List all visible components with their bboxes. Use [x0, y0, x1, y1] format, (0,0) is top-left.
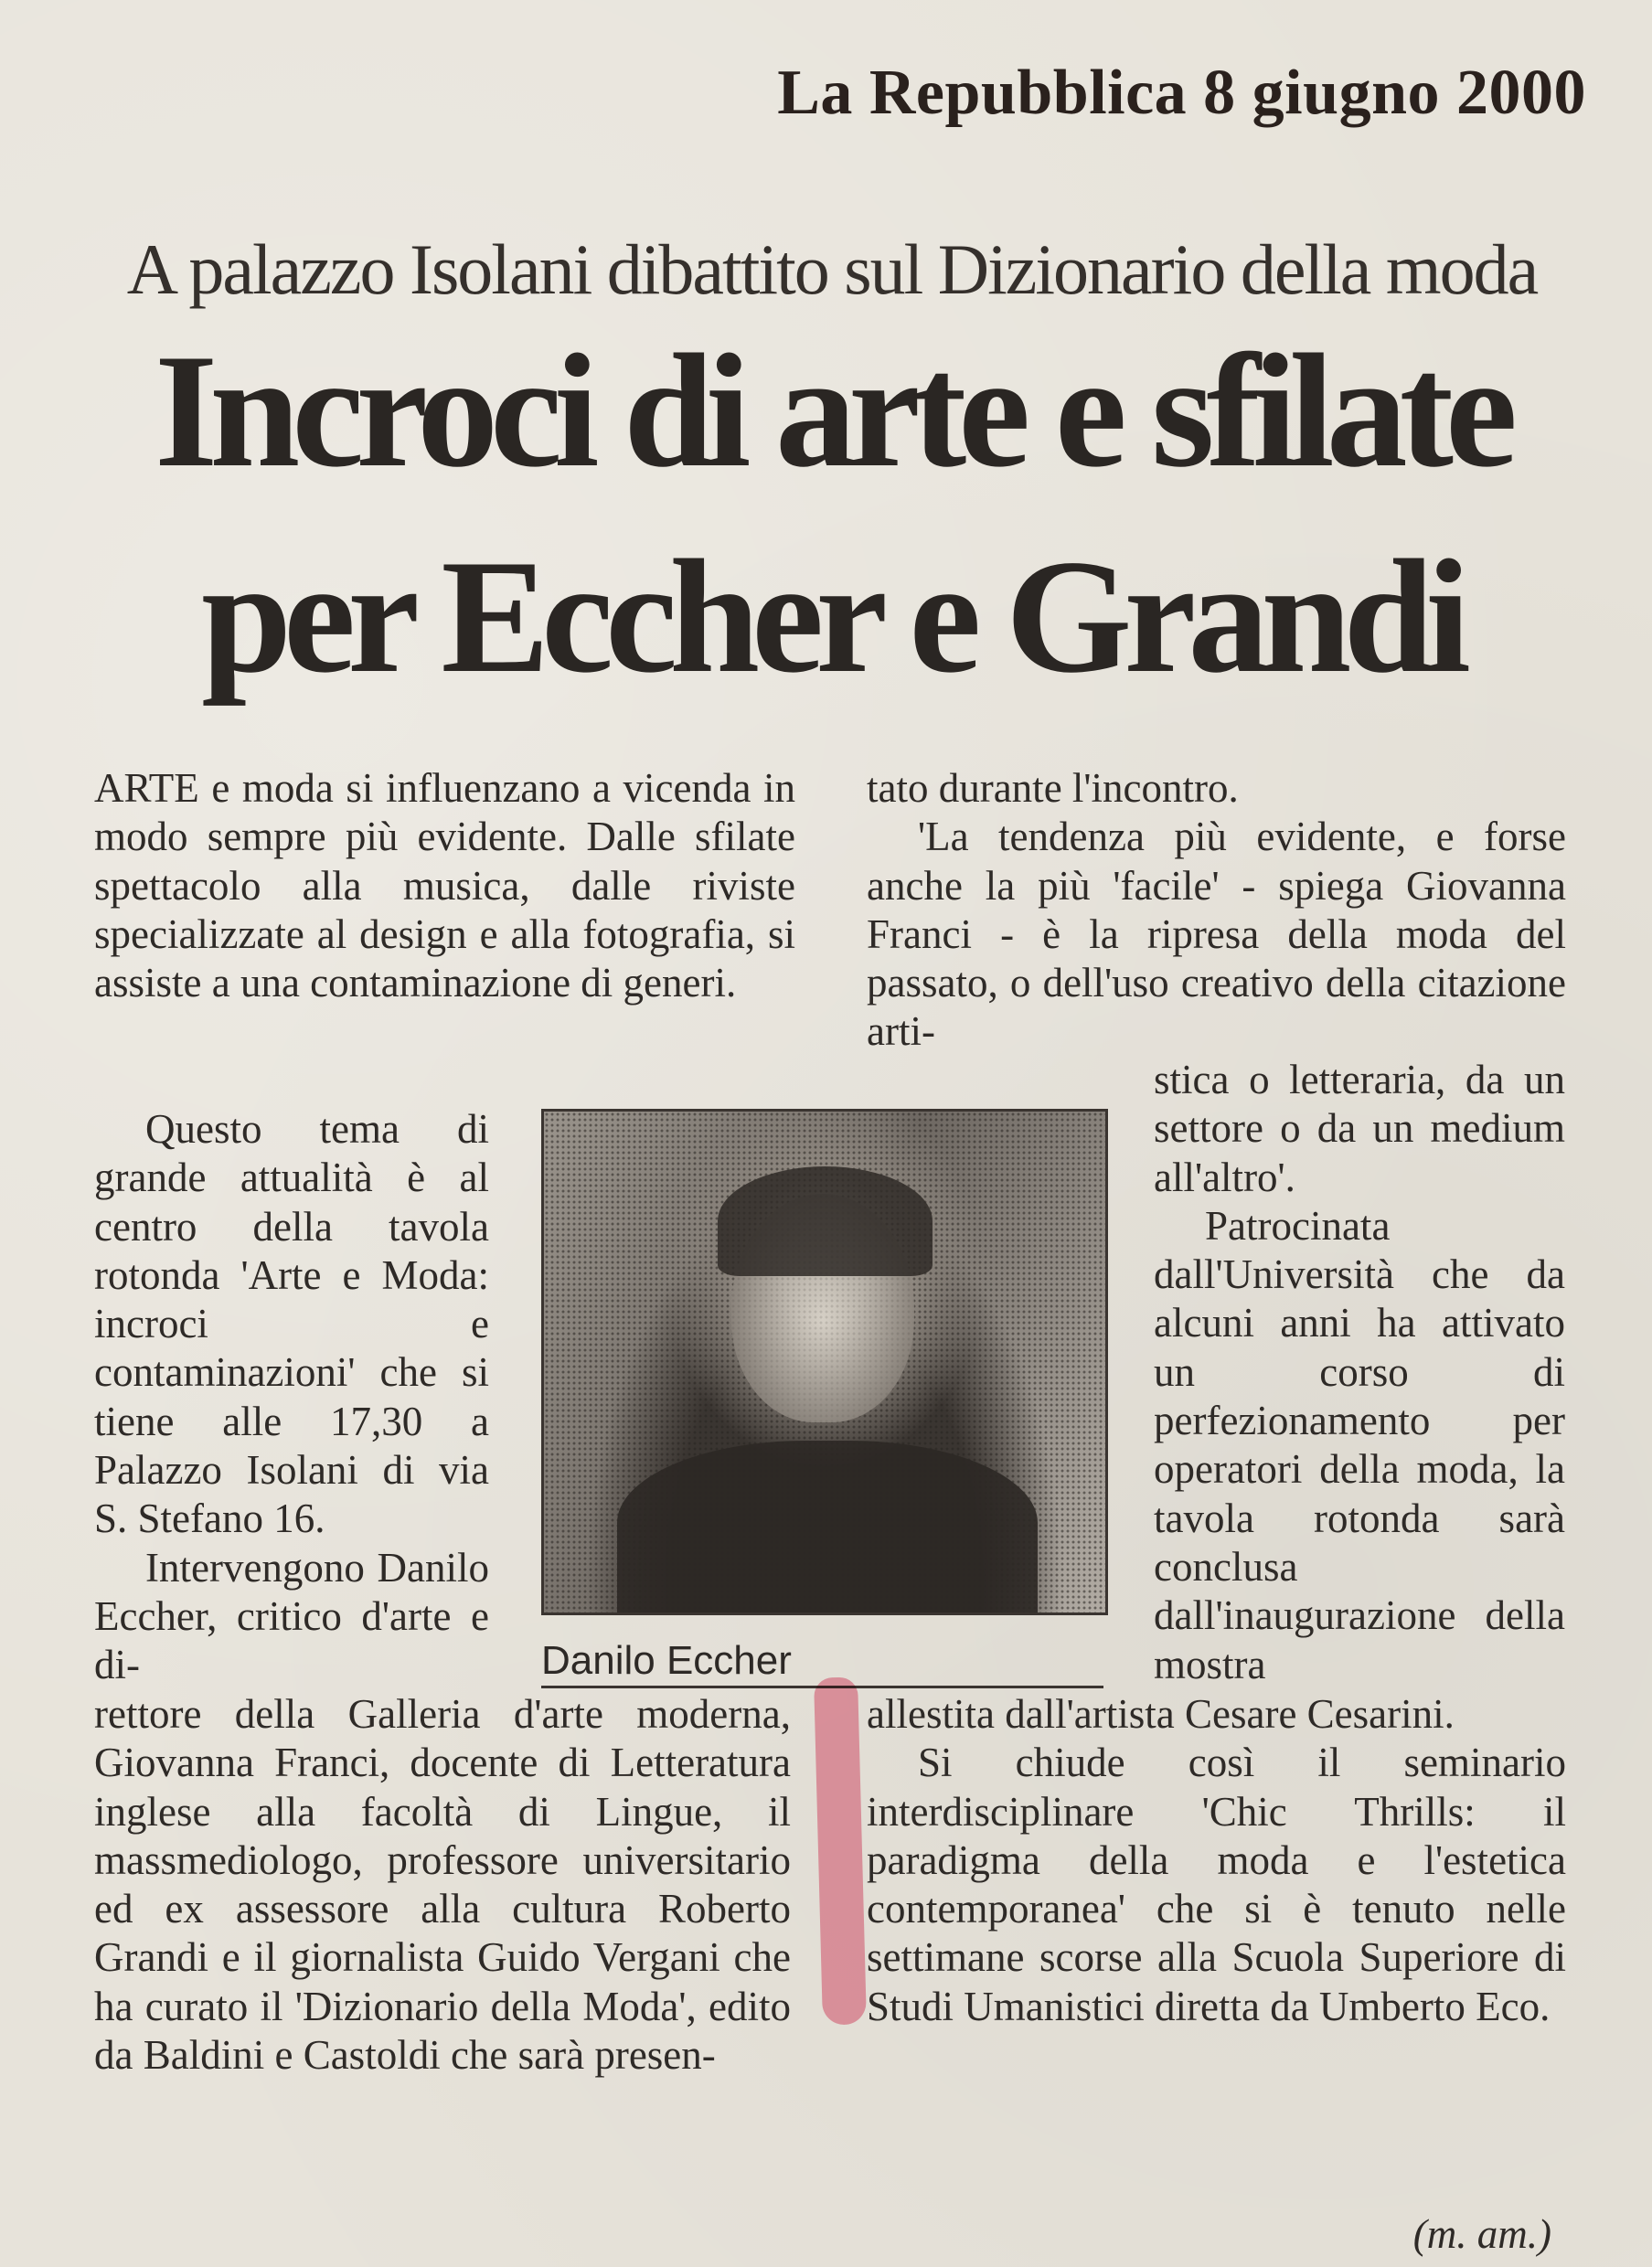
photo-caption: Danilo Eccher [541, 1638, 792, 1683]
article-paragraph: Intervengono Danilo Eccher, critico d'arte e di- [94, 1544, 489, 1688]
article-paragraph: stica o letteraria, da un settore o da un medium all'altro'. [1154, 1057, 1565, 1200]
article-paragraph: Patrocinata dall'Università che da alcuni anni ha attivato un corso di perfezionamento per operatori della moda, la tavola rotonda sarà conclusa dall'inaugurazione della mostra [1154, 1202, 1565, 1687]
portrait-photo [541, 1109, 1108, 1615]
article-paragraph: Si chiude così il seminario interdisciplinare 'Chic Thrills: il paradigma della moda e l'estetica contemporanea' che si è tenuto nelle settimane scorse alla Scuola Superiore di Studi Umanistici diretta da Umberto Eco. [867, 1740, 1566, 2029]
masthead: La Repubblica 8 giugno 2000 [777, 58, 1586, 128]
article-paragraph: rettore della Galleria d'arte moderna, Giovanna Franci, docente di Letteratura inglese alla facoltà di Lingue, il massmediologo, professore universitario ed ex assessore alla cultura Roberto Grandi e il giornalista Guido Vergani che ha curato il 'Dizionario della Moda', edito da Baldini e Castoldi che sarà presen- [94, 1691, 791, 2079]
article-paragraph: 'La tendenza più evidente, e forse anche la più 'facile' - spiega Giovanna Franci - è la ripresa della moda del passato, o dell'uso creativo della citazione arti- [867, 814, 1566, 1055]
article-paragraph: ARTE e moda si influenzano a vicenda in modo sempre più evidente. Dalle sfilate spettacolo alla musica, dalle riviste specializzate al design e alla fotografia, si assiste a una contaminazione di generi. [94, 765, 795, 1006]
headline-line-2: per Eccher e Grandi [201, 526, 1463, 707]
headline-line-1: Incroci di arte e sfilate [155, 320, 1509, 501]
kicker: A palazzo Isolani dibattito sul Dizionario della moda [126, 229, 1538, 309]
article-paragraph: tato durante l'incontro. [867, 765, 1239, 811]
article-left-column-top [94, 764, 795, 1007]
article-left-column-bottom [94, 1690, 791, 2080]
author-signature: (m. am.) [1412, 2211, 1551, 2257]
article-paragraph: Questo tema di grande attualità è al centro della tavola rotonda 'Arte e Moda: incroci e contaminazioni' che si tiene alle 17,30 a Palazzo Isolani di via S. Stefano 16. [94, 1106, 489, 1542]
photo-hair-shape [718, 1166, 933, 1276]
article-right-column-bottom [867, 1690, 1566, 2031]
article-left-column-narrow [94, 1105, 489, 1690]
article-right-column-top [867, 764, 1566, 1057]
highlighter-mark [814, 1676, 867, 2025]
photo-shirt-shape [617, 1441, 1038, 1615]
article-right-column-narrow [1154, 1056, 1565, 1689]
article-paragraph: allestita dall'artista Cesare Cesarini. [867, 1691, 1455, 1737]
